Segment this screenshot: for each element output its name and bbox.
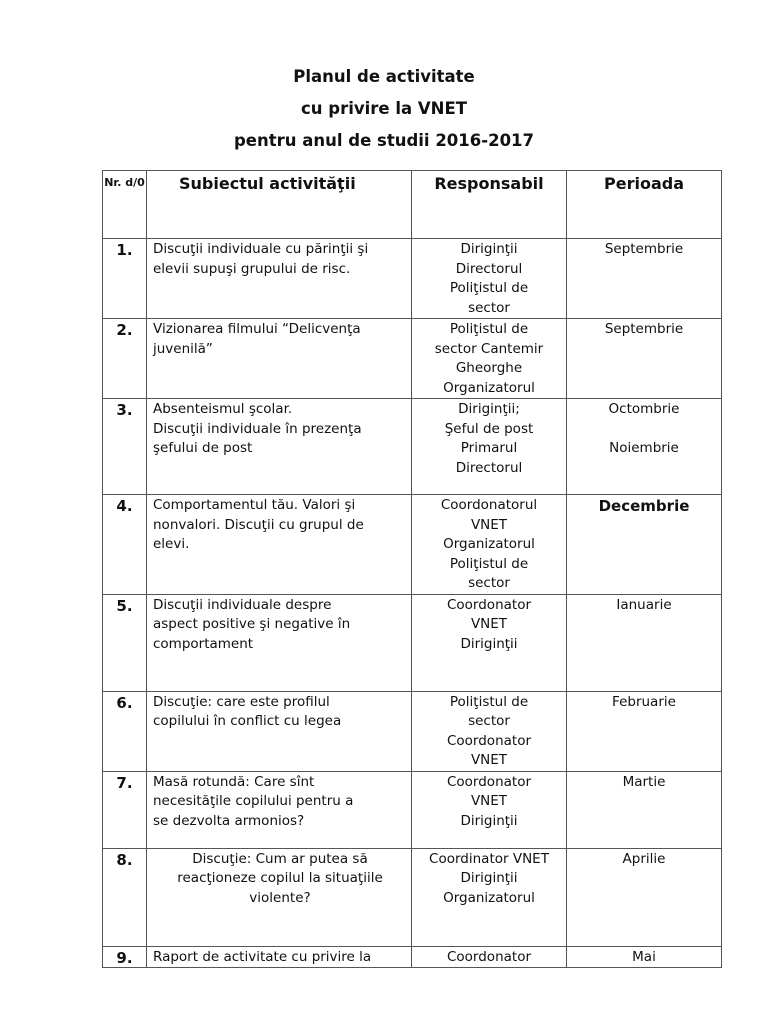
responsible-cell-line: Coordonatorul — [440, 497, 538, 513]
responsible-cell-line: Coordonator — [446, 732, 532, 749]
responsible-cell-line: Diriginţii — [460, 241, 518, 257]
subject-cell-line: Discuţii individuale în prezenţa — [153, 420, 362, 437]
subject-cell — [147, 946, 412, 968]
row-number: 3. — [103, 399, 147, 495]
responsible-cell-line: Organizatorul — [443, 536, 535, 552]
row-number: 9. — [103, 946, 147, 968]
period-cell — [567, 848, 722, 946]
table-row — [103, 594, 722, 691]
period-cell — [567, 594, 722, 691]
responsible-cell-line: sector — [468, 713, 510, 729]
responsible-cell-line: Poliţistul de — [449, 693, 529, 710]
responsible-cell-line: Organizatorul — [443, 379, 535, 396]
responsible-cell-line: Diriginţii — [460, 870, 518, 886]
subject-cell — [147, 771, 412, 848]
responsible-cell-line: sector — [468, 575, 510, 591]
subject-cell-line: aspect positive şi negative în — [153, 616, 351, 632]
subject-cell-line: se dezvolta armonios? — [153, 812, 305, 829]
table-row — [103, 771, 722, 848]
responsible-cell-line: VNET — [470, 616, 508, 632]
title-line-1: Planul de activitate — [293, 67, 475, 86]
period-cell — [567, 399, 722, 495]
header-subject: Subiectul activităţii — [147, 171, 412, 239]
table-row — [103, 319, 722, 399]
responsible-cell — [412, 691, 567, 771]
subject-cell-line: elevii supuşi grupului de risc. — [153, 260, 351, 277]
responsible-cell-line: Şeful de post — [444, 420, 534, 437]
responsible-cell-line: Coordonator — [446, 773, 532, 790]
period-cell — [567, 495, 722, 595]
period-cell — [567, 771, 722, 848]
subject-cell-line: comportament — [153, 635, 254, 652]
responsible-cell-line: Diriginţii — [460, 812, 518, 829]
subject-cell-line: Masă rotundă: Care sînt — [153, 773, 315, 790]
subject-cell-line: Discuţii individuale despre — [153, 596, 332, 613]
period-cell-line: Septembrie — [604, 241, 684, 257]
row-number: 4. — [103, 495, 147, 595]
subject-cell-line: Vizionarea filmului “Delicvenţa — [153, 321, 361, 337]
row-number: 2. — [103, 319, 147, 399]
responsible-cell-line: Gheorghe — [455, 360, 523, 376]
responsible-cell — [412, 495, 567, 595]
period-cell-line: Martie — [622, 773, 666, 790]
period-cell — [567, 691, 722, 771]
row-number: 5. — [103, 594, 147, 691]
row-number: 7. — [103, 771, 147, 848]
responsible-cell-line: Poliţistul de — [449, 555, 529, 572]
responsible-cell-line: VNET — [470, 752, 508, 768]
subject-cell-line: Comportamentul tău. Valori şi — [153, 497, 356, 513]
subject-cell-line: nonvalori. Discuţii cu grupul de — [153, 516, 364, 533]
responsible-cell — [412, 399, 567, 495]
responsible-cell-line: Poliţistul de — [449, 280, 529, 296]
period-cell-line: Decembrie — [598, 497, 690, 515]
responsible-cell-line: Diriginţii — [460, 635, 518, 652]
row-number: 1. — [103, 239, 147, 319]
period-cell — [567, 946, 722, 968]
responsible-cell-line: Coordonator — [446, 948, 532, 965]
subject-cell — [147, 239, 412, 319]
subject-cell — [147, 691, 412, 771]
responsible-cell-line: Directorul — [455, 260, 523, 277]
responsible-cell — [412, 771, 567, 848]
row-number: 8. — [103, 848, 147, 946]
period-cell-line — [567, 420, 721, 440]
header-nr: Nr. d/0 — [103, 171, 147, 239]
responsible-cell-line: Diriginţii; — [458, 401, 520, 417]
header-period: Perioada — [567, 171, 722, 239]
responsible-cell-line: VNET — [470, 793, 508, 809]
responsible-cell — [412, 946, 567, 968]
responsible-cell — [412, 594, 567, 691]
subject-cell — [147, 594, 412, 691]
activity-plan-table — [102, 170, 722, 968]
responsible-cell-line: Organizatorul — [443, 889, 535, 906]
title-line-2: cu privire la VNET — [301, 99, 467, 118]
subject-cell — [147, 495, 412, 595]
table-row — [103, 691, 722, 771]
table-row — [103, 495, 722, 595]
period-cell-line: Februarie — [612, 693, 676, 710]
subject-cell-line: Discuţii individuale cu părinţii şi — [153, 241, 369, 257]
subject-cell-line: juvenilă” — [153, 340, 213, 357]
document-title — [0, 66, 768, 162]
subject-cell-line: necesităţile copilului pentru a — [153, 793, 354, 809]
title-line-3: pentru anul de studii 2016-2017 — [233, 131, 535, 150]
subject-cell-line: şefului de post — [153, 440, 253, 456]
table-row — [103, 946, 722, 968]
period-cell — [567, 319, 722, 399]
period-cell-line: Mai — [632, 948, 656, 965]
period-cell-line: Aprilie — [622, 850, 666, 867]
period-cell-line: Ianuarie — [616, 596, 672, 613]
header-responsible: Responsabil — [412, 171, 567, 239]
table-row — [103, 239, 722, 319]
period-cell-line: Septembrie — [604, 321, 684, 337]
subject-cell-line: Raport de activitate cu privire la — [153, 948, 372, 965]
subject-cell-line: copilului în conflict cu legea — [153, 713, 342, 729]
responsible-cell-line: sector Cantemir — [434, 340, 544, 357]
table-row — [103, 848, 722, 946]
subject-cell — [147, 848, 412, 946]
subject-cell-line: Absenteismul şcolar. — [153, 401, 293, 417]
subject-cell — [147, 319, 412, 399]
responsible-cell-line: Coordonator — [446, 596, 532, 613]
subject-cell-line: violente? — [249, 889, 311, 906]
period-cell-line: Octombrie — [608, 401, 680, 417]
responsible-cell-line: Primarul — [460, 440, 518, 456]
subject-cell-line: elevi. — [153, 536, 190, 552]
subject-cell — [147, 399, 412, 495]
period-cell — [567, 239, 722, 319]
table-row — [103, 399, 722, 495]
subject-cell-line: Discuţie: Cum ar putea să — [192, 850, 368, 867]
subject-cell-line: reacţioneze copilul la situaţiile — [177, 870, 383, 886]
table-header-row — [103, 171, 722, 239]
period-cell-line: Noiembrie — [609, 440, 679, 456]
responsible-cell-line: Poliţistul de — [449, 321, 529, 337]
responsible-cell — [412, 239, 567, 319]
responsible-cell-line: VNET — [470, 516, 508, 533]
responsible-cell-line: sector — [468, 299, 510, 316]
responsible-cell — [412, 319, 567, 399]
responsible-cell-line: Coordinator VNET — [429, 850, 549, 867]
subject-cell-line: Discuţie: care este profilul — [153, 693, 330, 710]
responsible-cell-line: Directorul — [455, 459, 523, 476]
responsible-cell — [412, 848, 567, 946]
row-number: 6. — [103, 691, 147, 771]
